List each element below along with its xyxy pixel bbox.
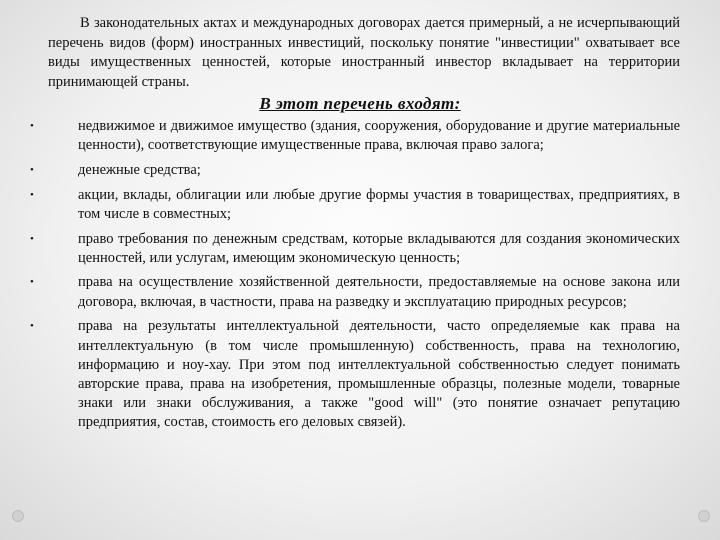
list-item (30, 230, 680, 268)
bullet-icon: • (30, 276, 34, 289)
investment-types-list (30, 117, 680, 438)
list-item (30, 317, 680, 432)
list-item-text: денежные средства; (78, 161, 201, 178)
bullet-icon: • (30, 120, 34, 132)
bullet-icon: • (30, 320, 34, 333)
decorative-dot-right-icon (698, 510, 710, 522)
bullet-icon: • (30, 163, 34, 176)
decorative-dot-left-icon (12, 510, 24, 522)
intro-paragraph: В законодательных актах и международных договорах дается примерный, а не исчерпывающий перечень видов (форм) иностранных инвестиций, поскольку понятие "инвестиции" охватывает все виды имущественных ценностей, которые иностранный инвестор вкладывает на территории принимающей страны. (48, 15, 680, 90)
list-item (30, 117, 680, 155)
list-item (30, 186, 680, 224)
list-item-text: акции, вклады, облигации или любые другие формы участия в товариществах, предприятиях, в том числе в совместных; (78, 186, 680, 222)
list-item-text: права на осуществление хозяйственной деятельности, предоставляемые на основе закона или договора, включая, в частности, права на разведку и эксплуатацию природных ресурсов; (78, 274, 680, 310)
list-item-text: недвижимое и движимое имущество (здания, сооружения, оборудование и другие материальные ценности), соответствующие имущественные права, включая право залога; (78, 118, 680, 154)
list-item (30, 161, 680, 180)
list-item (30, 273, 680, 311)
list-item-text: права на результаты интеллектуальной деятельности, часто определяемые как права на интеллектуальную (в том числе промышленную) собственность, права на технологию, информацию и ноу-хау. При этом под интеллектуальной собственностью следует понимать авторские права, права на изобретения, промышленные образцы, полезные модели, товарные знаки или знаки обслуживания, а также "good will" (это понятие означает репутацию предприятия, состав, стоимость его деловых связей). (78, 318, 680, 431)
list-heading: В этот перечень входят: (259, 94, 461, 113)
bullet-icon: • (30, 188, 34, 201)
bullet-icon: • (30, 232, 34, 245)
list-item-text: право требования по денежным средствам, которые вкладываются для создания экономических ценностей, или услугам, имеющим экономическую ценность; (78, 230, 680, 266)
